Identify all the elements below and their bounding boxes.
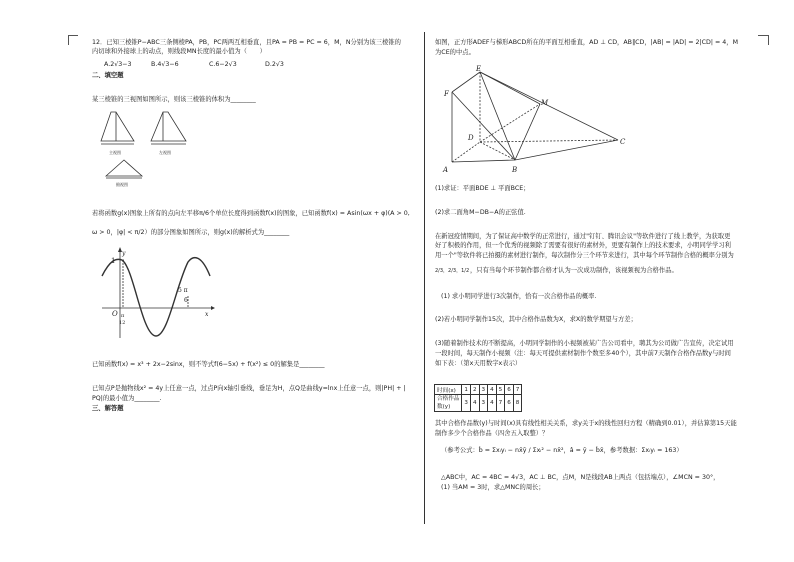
table-cell: 7 [496,395,505,412]
solid-figure [440,60,630,180]
table-header-cell [435,395,462,412]
q12-line2: 内切球和外接球上的动点，则线段MN长度的最小值为（ ） [92,48,266,55]
top-view-label: 俯视图 [116,182,128,187]
q12-option-d: D.2√3 [265,61,284,68]
corner-mark [68,35,69,45]
label-c: C [620,138,626,146]
q18-probabilities: 2/3，2/3，1/2 [435,268,470,274]
table-header-part: 数(y) [437,404,451,410]
label-d: D [468,134,474,142]
q17-line2: 为CE的中点。 [435,49,475,56]
q12-line1: 12．已知三棱锥P−ABC三条侧棱PA，PB，PC两两互相垂直，且PA = PB = PC = 6，M，N分别为该三棱锥的 [92,39,401,46]
q18-part3-line1: (3)随着制作技术的不断提高，小明同学制作的小视频被某广告公司看中，聘其为公司做广告宣传，决定试用 [435,340,734,347]
table-cell: 4 [488,385,497,395]
q13-text: 某三棱锥的三视图如图所示，则该三棱锥的体积为________ [92,96,256,103]
table-cell: 2 [470,385,479,395]
table-cell: 5 [496,385,505,395]
side-view-label: 左视图 [159,150,171,155]
corner-mark [758,35,768,36]
q17-part2: (2)求二面角M−DB−A的正弦值. [435,209,526,216]
table-cell: 4 [470,395,479,412]
front-view-shape [101,112,134,141]
tick-5pi6-den: 6 [184,297,188,304]
label-e: E [476,65,482,73]
table-cell: 3 [462,395,471,412]
graph-y-label: y [122,250,126,257]
graph-origin-label: O [112,310,118,318]
section-solutions: 三、解答题 [92,405,124,412]
table-cell: 3 [479,385,488,395]
q18-part2: (2)若小明同学制作15次，其中合格作品数为X，求X的数学期望与方差； [435,316,637,323]
q18-line1: 在新冠疫情期间，为了保证高中数学的正常进行，通过"钉钉、腾讯会议"等软件进行了线上教学，为获取更 [435,233,731,240]
label-b: B [512,166,518,174]
table-row [435,395,522,412]
q18-tail-line2: 制作多少个合格作品（四舍五入取整）？ [435,430,549,437]
front-view-label: 主视图 [109,150,121,155]
table-cell: 1 [462,385,471,395]
table-cell: 8 [513,395,522,412]
q19-line2: (1) 当AM = 3时，求△MNC的周长； [441,484,545,491]
q14-line1: 若将函数g(x)图象上所有的点向左平移π/6个单位长度得到函数f(x)的图象，已知函数f(x) = Asin(ωx + φ)(A > 0, [92,210,410,217]
q18-tail-line1: 其中合格作品数(y)与时间(x)具有线性相关关系，求y关于x的线性回归方程（精确到0.01），并估算第15天能 [435,420,737,427]
side-view-shape [151,112,186,141]
q12-option-a: A.2√3−3 [104,61,132,68]
column-divider [424,32,425,524]
q14-line2: ω > 0，|φ| < π/2）的部分图象如图所示，则g(x)的解析式为________ [92,229,290,236]
tick-pi12-num: π [121,313,125,319]
graph-x-label: x [205,311,209,318]
sine-graph [98,246,218,342]
tick-pi12-den: 12 [119,320,126,326]
q15-text: 已知函数f(x) = x³ + 2x−2sinx，则不等式f(6−5x) + f(x²) ≤ 0的解集是________ [92,361,325,368]
tick-5pi6-num: 5 π [178,287,188,294]
top-view-shape [106,160,142,176]
three-views-figure [96,106,192,188]
table-header-cell: 时间(x) [435,385,462,395]
q18-line4: ，只有当每个环节制作都合格才认为一次成功制作，该视频视为合格作品。 [470,267,678,274]
q18-line3: 用一个"等软件将已拍摄的素材进行制作，每次制作分三个环节来进行，其中每个环节制作合格的概率分别为 [435,252,734,259]
q17-part1: (1)求证：平面BDE ⊥ 平面BCE； [435,185,530,192]
q17-line1: 如图，正方形ADEF与梯形ABCD所在的平面互相垂直，AD ⊥ CD，AB∥CD，|AB| = |AD| = 2|CD| = 4，M [435,39,739,46]
table-row [435,385,522,395]
label-m: M [541,99,549,107]
table-cell: 6 [505,395,514,412]
table-header-part: 合格作品 [437,396,460,402]
regression-formula: （参考公式：b̂ = Σxᵢyᵢ − nx̄ȳ / Σxᵢ² − nx̄²，â = ȳ − b̂x̄，参考数据：Σxᵢyᵢ = 163） [441,447,683,454]
q12-option-b: B.4√3−6 [151,61,179,68]
table-cell: 6 [505,385,514,395]
graph-max-label: 1 [111,257,116,265]
q18-part3-line2: 一段时间，每天制作小视频（注：每天可提供素材制作个数至多40个），其中前7天制作合格作品数y与时间 [435,350,731,357]
table-cell: 4 [488,395,497,412]
q18-part3-line3: 如下表：（第x天用数字x表示） [435,360,522,367]
corner-mark [768,35,769,45]
q19-line1: △ABC中，AC = 4BC = 4√3，AC ⊥ BC，点M，N是线段AB上两点（包括端点），∠MCN = 30°， [441,474,720,481]
q16-line1: 已知点P是抛物线x² = 4y上任意一点，过点P向x轴引垂线，垂足为H，点Q是曲线y=lnx上任意一点，则|PH| + | [92,385,406,392]
q18-part1: (1) 求小明同学进行3次制作，恰有一次合格作品的概率. [441,293,597,300]
q16-line2: PQ|的最小值为________. [92,395,162,402]
table-cell: 7 [513,385,522,395]
label-a: A [443,166,449,174]
data-table [434,384,522,412]
q12-option-c: C.6−2√3 [209,61,237,68]
q18-line2: 好了积极的作用，但一个优秀的视频除了需要有很好的素材外，更要有制作上的技术要求，小明同学学习利 [435,242,731,249]
label-f: F [444,90,449,98]
corner-mark [68,35,78,36]
section-fill-blank: 二、填空题 [92,72,124,79]
table-cell: 3 [479,395,488,412]
